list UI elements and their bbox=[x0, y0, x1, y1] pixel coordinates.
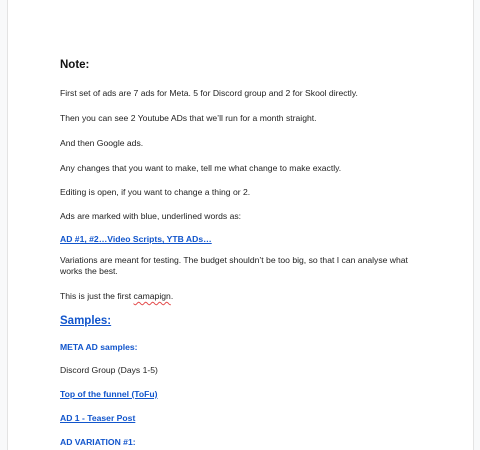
ad-variation-label: AD VARIATION #1: bbox=[60, 437, 136, 447]
first-campaign-suffix: . bbox=[170, 291, 174, 301]
meta-ad-samples-label: META AD samples: bbox=[60, 342, 138, 352]
variations-paragraph: Variations are meant for testing. The budget shouldn’t be too big, so that I can analyse what works the best. bbox=[60, 255, 408, 276]
misspelled-word[interactable]: camapign bbox=[133, 291, 171, 301]
note-heading: Note: bbox=[60, 59, 90, 71]
tofu-link[interactable]: Top of the funnel (ToFu) bbox=[60, 389, 158, 399]
samples-heading-link[interactable]: Samples: bbox=[60, 315, 112, 327]
note-line-editing: Editing is open, if you want to change a thing or 2. bbox=[60, 187, 251, 197]
note-line-marked: Ads are marked with blue, underlined words as: bbox=[60, 211, 242, 221]
first-campaign-line bbox=[60, 291, 173, 302]
first-campaign-prefix: This is just the first bbox=[60, 291, 134, 301]
note-line-youtube: Then you can see 2 Youtube ADs that we’ll run for a month straight. bbox=[60, 113, 317, 123]
example-ad-link[interactable]: AD #1, #2…Video Scripts, YTB ADs… bbox=[60, 234, 212, 244]
note-line-google: And then Google ads. bbox=[60, 138, 144, 148]
note-line-changes: Any changes that you want to make, tell me what change to make exactly. bbox=[60, 163, 342, 173]
ad1-teaser-link[interactable]: AD 1 - Teaser Post bbox=[60, 413, 136, 423]
document-page bbox=[7, 0, 474, 450]
note-line-meta: First set of ads are 7 ads for Meta. 5 for Discord group and 2 for Skool directly. bbox=[60, 88, 358, 98]
discord-group-line: Discord Group (Days 1-5) bbox=[60, 365, 158, 375]
